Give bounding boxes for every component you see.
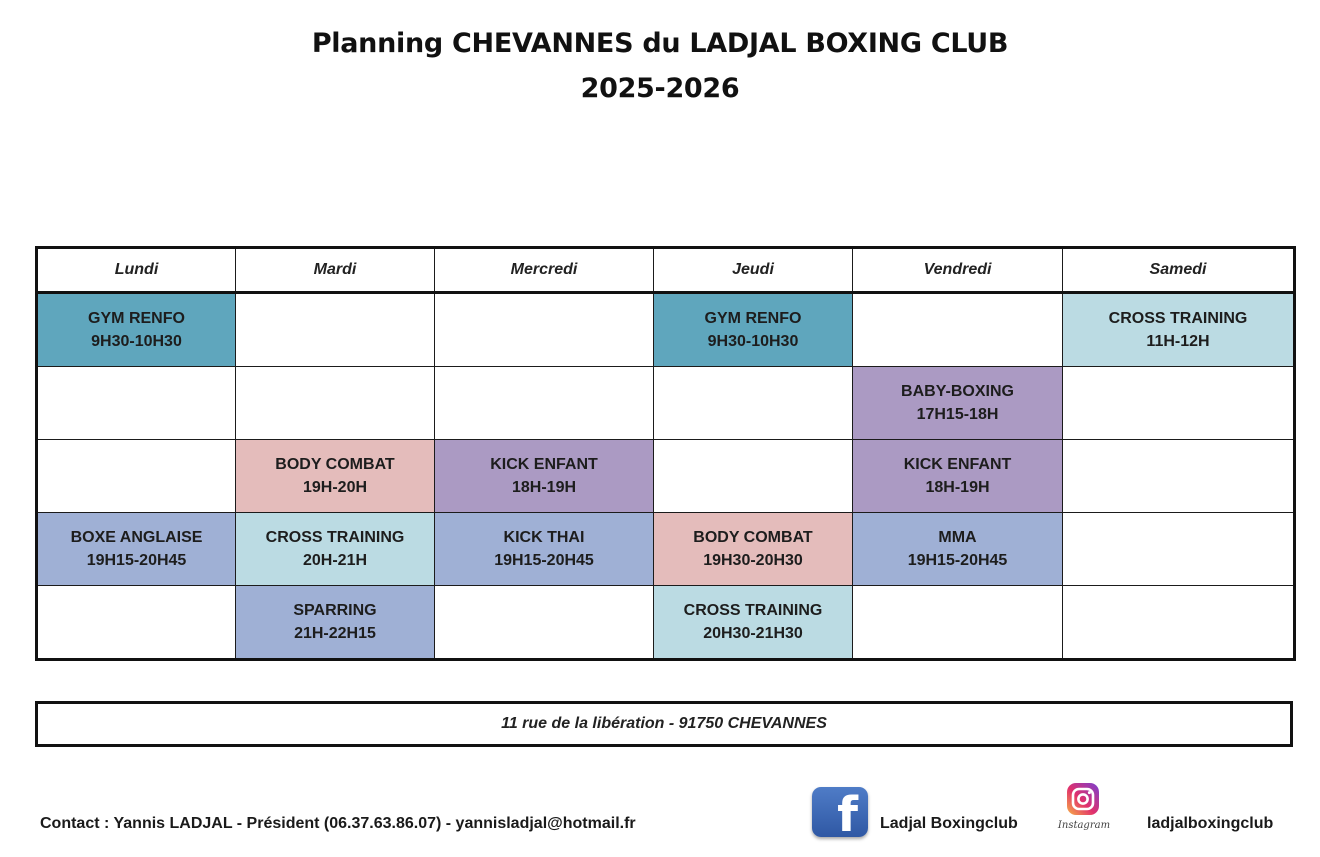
class-time: 21H-22H15 [294, 625, 376, 642]
schedule-header [37, 248, 1295, 293]
contact-info: Contact : Yannis LADJAL - Président (06.37.63.86.07) - yannisladjal@hotmail.fr [40, 815, 636, 832]
address-box: 11 rue de la libération - 91750 CHEVANNES [35, 701, 1293, 747]
day-header-samedi: Samedi [1063, 248, 1295, 293]
class-cell-mercredi [435, 513, 654, 586]
class-name: BOXE ANGLAISE [70, 529, 203, 546]
class-time: 20H-21H [302, 552, 368, 569]
empty-cell-mardi [236, 367, 435, 440]
class-time: 19H15-20H45 [86, 552, 187, 569]
day-header-row [37, 248, 1295, 293]
facebook-page-label: Ladjal Boxingclub [880, 815, 1018, 832]
empty-cell-lundi [37, 367, 236, 440]
day-header-vendredi: Vendredi [853, 248, 1063, 293]
empty-cell-jeudi [654, 367, 853, 440]
empty-cell-mercredi [435, 367, 654, 440]
facebook-logo-glyph: f [837, 787, 858, 843]
schedule-table [35, 246, 1296, 661]
empty-cell-mardi [236, 293, 435, 367]
instagram-icon [1066, 782, 1100, 816]
class-cell-jeudi [654, 293, 853, 367]
class-time: 19H-20H [302, 479, 368, 496]
class-name: KICK THAI [503, 529, 585, 546]
class-name: BABY-BOXING [901, 383, 1014, 400]
empty-cell-jeudi [654, 440, 853, 513]
empty-cell-mercredi [435, 586, 654, 660]
class-time: 9H30-10H30 [91, 333, 182, 350]
class-time: 11H-12H [1146, 333, 1210, 350]
day-header-mardi: Mardi [236, 248, 435, 293]
instagram-wordmark: Instagram [1057, 820, 1111, 831]
class-time: 20H30-21H30 [703, 625, 803, 642]
instagram-account-label: ladjalboxingclub [1147, 815, 1274, 832]
empty-cell-samedi [1063, 586, 1295, 660]
class-time: 18H-19H [511, 479, 577, 496]
facebook-icon [812, 787, 868, 843]
class-cell-lundi [37, 293, 236, 367]
empty-cell-vendredi [853, 293, 1063, 367]
class-time: 19H30-20H30 [703, 552, 803, 569]
class-name: KICK ENFANT [490, 456, 598, 473]
class-cell-vendredi [853, 367, 1063, 440]
empty-cell-samedi [1063, 367, 1295, 440]
class-name: BODY COMBAT [275, 456, 395, 473]
day-header-lundi: Lundi [37, 248, 236, 293]
empty-cell-lundi [37, 440, 236, 513]
class-cell-vendredi [853, 440, 1063, 513]
day-header-mercredi: Mercredi [435, 248, 654, 293]
class-name: CROSS TRAINING [1108, 310, 1248, 327]
class-name: KICK ENFANT [903, 456, 1012, 473]
schedule-body [37, 293, 1295, 660]
class-time: 17H15-18H [916, 406, 999, 423]
class-name: CROSS TRAINING [683, 602, 823, 619]
class-cell-lundi [37, 513, 236, 586]
class-name: GYM RENFO [88, 310, 185, 327]
schedule-row [37, 293, 1295, 367]
class-time: 19H15-20H45 [494, 552, 594, 569]
class-time: 9H30-10H30 [707, 333, 799, 350]
schedule-row [37, 586, 1295, 660]
empty-cell-mercredi [435, 293, 654, 367]
class-cell-mardi [236, 586, 435, 660]
class-name: GYM RENFO [704, 310, 802, 327]
empty-cell-samedi [1063, 440, 1295, 513]
class-cell-vendredi [853, 513, 1063, 586]
schedule-row [37, 367, 1295, 440]
class-cell-mardi [236, 440, 435, 513]
class-cell-samedi [1063, 293, 1295, 367]
class-cell-mardi [236, 513, 435, 586]
day-header-jeudi: Jeudi [654, 248, 853, 293]
class-name: CROSS TRAINING [265, 529, 405, 546]
class-cell-mercredi [435, 440, 654, 513]
class-time: 19H15-20H45 [907, 552, 1008, 569]
class-cell-jeudi [654, 513, 853, 586]
empty-cell-samedi [1063, 513, 1295, 586]
empty-cell-lundi [37, 586, 236, 660]
class-time: 18H-19H [925, 479, 990, 496]
empty-cell-vendredi [853, 586, 1063, 660]
class-name: SPARRING [293, 602, 377, 619]
page-subtitle-season: 2025-2026 [580, 73, 740, 104]
class-name: MMA [938, 529, 977, 546]
page-title: Planning CHEVANNES du LADJAL BOXING CLUB [311, 28, 1009, 59]
class-name: BODY COMBAT [693, 529, 813, 546]
schedule-row [37, 440, 1295, 513]
class-cell-jeudi [654, 586, 853, 660]
schedule-row [37, 513, 1295, 586]
